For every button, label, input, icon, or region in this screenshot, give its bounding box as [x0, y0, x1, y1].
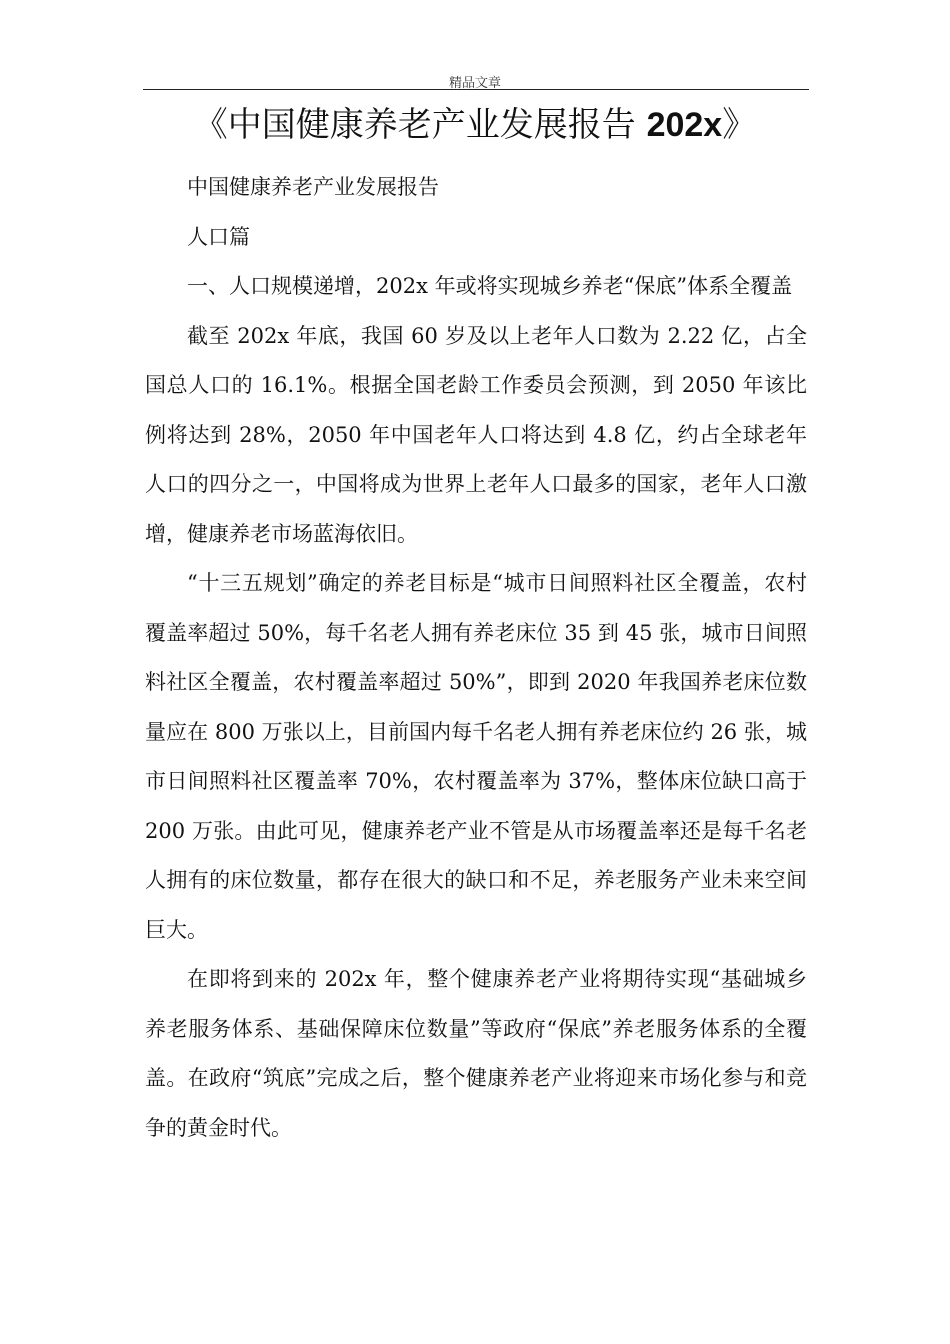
section-heading: 人口篇: [187, 224, 250, 249]
document-title: [0, 101, 950, 149]
title-prefix: 《中国健康养老产业发展报告: [193, 105, 647, 145]
subtitle-paragraph: 中国健康养老产业发展报告: [187, 175, 439, 199]
title-suffix: 》: [722, 105, 757, 145]
body-paragraph: “十三五规划”确定的养老目标是“城市日间照料社区全覆盖，农村覆盖率超过 50%，每千名老人拥有养老床位 35 到 45 张，城市日间照料社区全覆盖，农村覆盖率超过 50%”，即到 2020 年我国养老床位数量应在 800 万张以上，目前国内每千名老人拥有养老床位约 26 张，城市日间照料社区覆盖率 70%，农村覆盖率为 37%，整体床位缺口高于 200 万张。由此可见，健康养老产业不管是从市场覆盖率还是每千名老人拥有的床位数量，都存在很大的缺口和不足，养老服务产业未来空间巨大。: [145, 571, 807, 942]
title-year: 202x: [646, 106, 723, 144]
body-paragraph: 在即将到来的 202x 年，整个健康养老产业将期待实现“基础城乡养老服务体系、基础保障床位数量”等政府“保底”养老服务体系的全覆盖。在政府“筑底”完成之后，整个健康养老产业将迎来市场化参与和竞争的黄金时代。: [145, 967, 807, 1140]
body-paragraph: 截至 202x 年底，我国 60 岁及以上老年人口数为 2.22 亿，占全国总人口的 16.1%。根据全国老龄工作委员会预测，到 2050 年该比例将达到 28%，2050 年中国老年人口将达到 4.8 亿，约占全球老年人口的四分之一，中国将成为世界上老年人口最多的国家，老年人口激增，健康养老市场蓝海依旧。: [145, 323, 807, 546]
page-header: 精品文章: [448, 76, 501, 91]
subsection-heading: 一、人口规模递增，202x 年或将实现城乡养老“保底”体系全覆盖: [187, 274, 793, 298]
header-divider: [143, 89, 809, 90]
document-body: [145, 163, 807, 1153]
